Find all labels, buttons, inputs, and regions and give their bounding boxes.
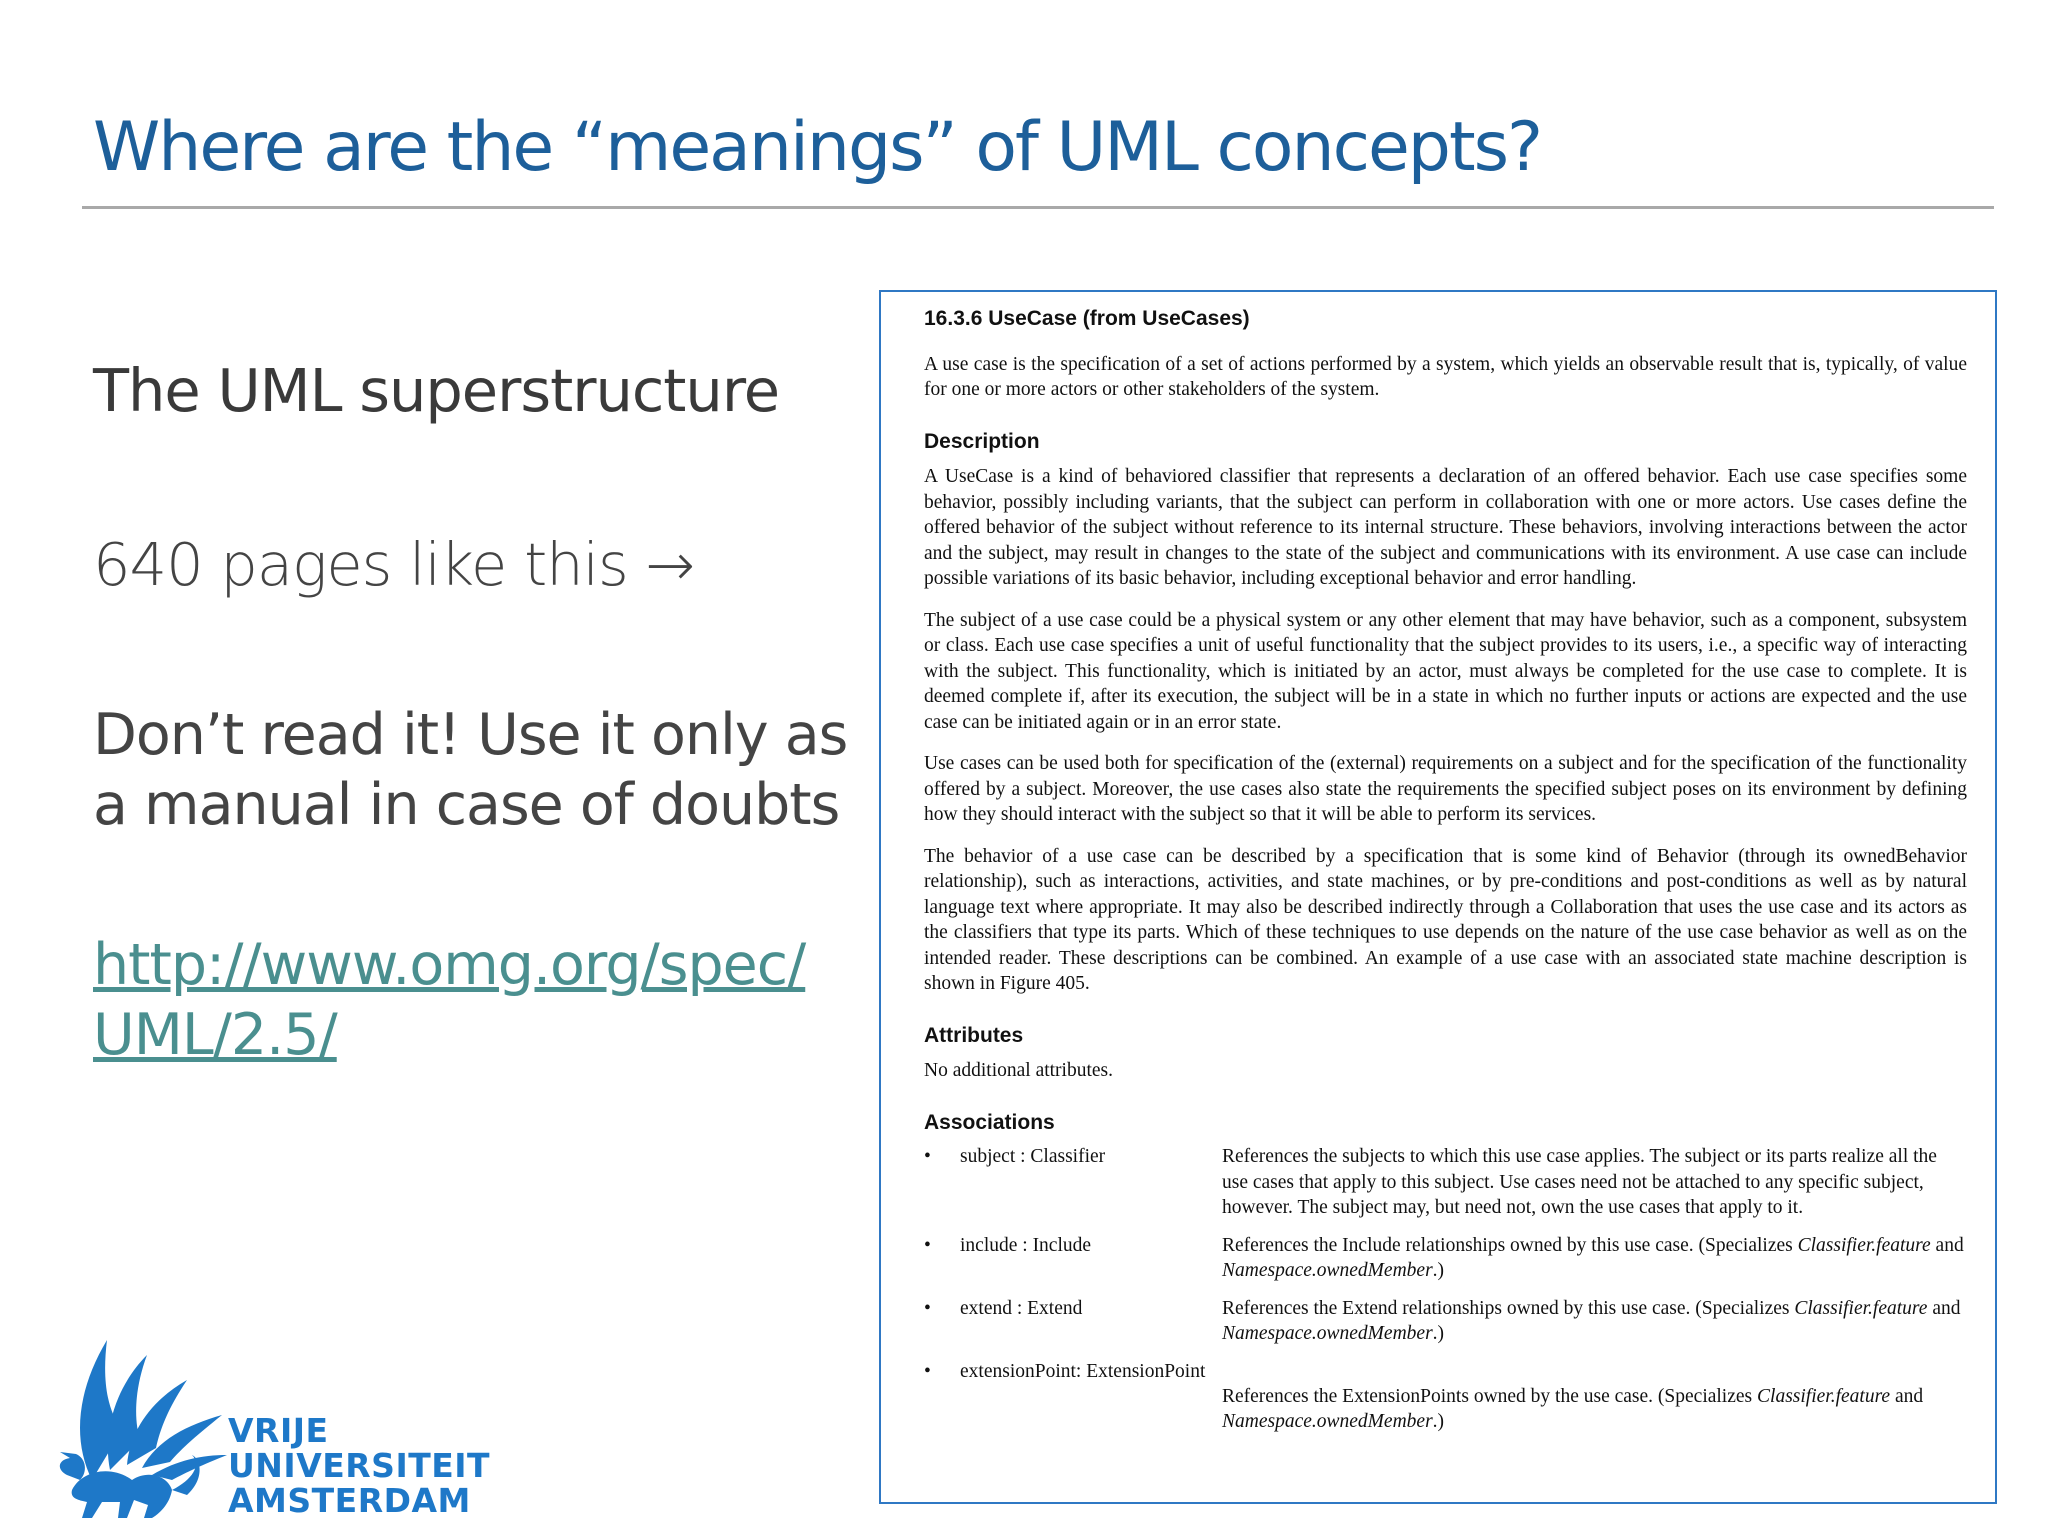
association-item: [924, 1144, 1967, 1221]
spec-section-heading: 16.3.6 UseCase (from UseCases): [924, 307, 1250, 330]
association-name: include : Include: [960, 1234, 1092, 1256]
description-paragraph-3: Use cases can be used both for specification of the (external) requirements on a subject and for the specification of the functionality offered by a subject. Moreover, the use cases also state the requirements the specified subject poses on its environment by defining how they should interact with the subject so that it will be able to perform its services.: [924, 753, 1967, 825]
advice-text: Don’t read it! Use it only as a manual in case of doubts: [93, 702, 848, 838]
bullet: •: [924, 1234, 931, 1256]
association-description: References the ExtensionPoints owned by the use case. (Specializes Classifier.feature and Namespace.ownedMember.): [1222, 1385, 1924, 1432]
description-heading: Description: [924, 429, 1040, 453]
spec-excerpt-frame: [879, 290, 1997, 1504]
association-name: extensionPoint: ExtensionPoint: [960, 1360, 1206, 1382]
spec-link[interactable]: http://www.omg.org/spec/UML/2.5/: [93, 932, 806, 1068]
pages-statement: 640 pages like this →: [93, 530, 694, 599]
subheading: The UML superstructure: [93, 356, 780, 425]
association-item: [924, 1359, 1967, 1435]
association-description: References the Include relationships owned by this use case. (Specializes Classifier.feature and Namespace.ownedMember.): [1222, 1234, 1964, 1281]
description-paragraph-1: A UseCase is a kind of behaviored classifier that represents a declaration of an offered behavior. Each use case specifies some behavior, possibly including variants, that the subject can perform in collaboration with one or more actors. Use cases define the offered behavior of the subject without reference to its internal structure. These behaviors, involving interactions between the actor and the subject, may result in changes to the state of the subject and communications with its environment. A use case can include possible variations of its basic behavior, including exceptional behavior and error handling.: [924, 466, 1967, 589]
description-paragraph-2: The subject of a use case could be a physical system or any other element that may have behavior, such as a component, subsystem or class. Each use case specifies a unit of useful functionality that the subject provides to its users, i.e., a specific way of interacting with the subject. This functionality, which is initiated by an actor, must always be completed for the use case to complete. It is deemed complete if, after its execution, the subject will be in a state in which no further inputs or actions are expected and the use case can be initiated again or in an error state.: [924, 609, 1967, 733]
association-item: [924, 1296, 1967, 1347]
association-name: extend : Extend: [960, 1297, 1083, 1319]
title-divider: [82, 206, 1994, 209]
vu-logo-wordmark: [228, 1413, 490, 1518]
bullet: •: [924, 1297, 931, 1319]
associations-heading: Associations: [924, 1110, 1055, 1134]
attributes-heading: Attributes: [924, 1023, 1024, 1047]
logo-line-2: UNIVERSITEIT: [228, 1446, 491, 1485]
attributes-text: No additional attributes.: [924, 1060, 1114, 1081]
association-name: subject : Classifier: [960, 1146, 1106, 1167]
bullet: •: [924, 1360, 931, 1382]
logo-line-1: VRIJE: [228, 1411, 329, 1450]
association-description: References the Extend relationships owned by this use case. (Specializes Classifier.feature and Namespace.ownedMember.): [1222, 1297, 1961, 1344]
description-paragraph-4: The behavior of a use case can be described by a specification that is some kind of Behavior (through its ownedBehavior relationship), such as interactions, activities, and state machines, or by pre-conditions and post-conditions as well as by natural language text where appropriate. It may also be described indirectly through a Collaboration that uses the use case and its actors as the classifiers that type its parts. Which of these techniques to use depends on the nature of the use case behavior as well as on the intended reader. These descriptions can be combined. An example of a use case with an associated state machine description is shown in Figure 405.: [924, 845, 1967, 994]
association-description: References the subjects to which this use case applies. The subject or its parts realize all the use cases that apply to this subject. Use cases need not be attached to any specific subject, however. The subject may, but need not, own the use cases that apply to it.: [1222, 1146, 1937, 1218]
bullet: •: [924, 1146, 931, 1167]
slide-title: Where are the “meanings” of UML concepts?: [93, 108, 1542, 187]
association-item: [924, 1233, 1967, 1284]
spec-intro: A use case is the specification of a set of actions performed by a system, which yields an observable result that is, typically, of value for one or more actors or other stakeholders of the system.: [924, 353, 1967, 400]
logo-line-3: AMSTERDAM: [228, 1481, 471, 1520]
